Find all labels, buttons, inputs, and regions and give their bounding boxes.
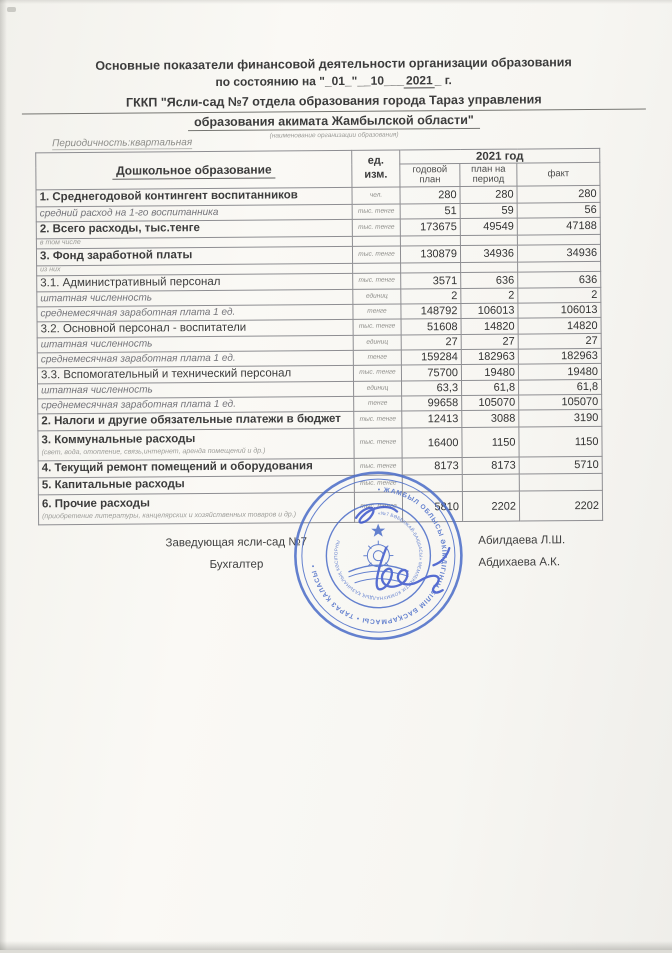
row-label: средний расход на 1-го воспитанника	[36, 204, 352, 221]
row-unit: тенге	[354, 396, 402, 411]
cell-annual-plan: 148792	[401, 304, 461, 319]
cell-period-plan	[461, 262, 518, 272]
cell-fact: 636	[518, 271, 601, 288]
cell-fact	[517, 234, 600, 245]
row-label: среднемесячная заработная плата 1 ед.	[37, 350, 353, 367]
column-header-fact: факт	[517, 162, 600, 186]
row-label: штатная численность	[37, 335, 353, 352]
cell-annual-plan: 3571	[401, 273, 461, 289]
row-unit: тыс. тенге	[352, 204, 400, 219]
report-date-line: по состоянию на "_01_"__10___ 2021 _ г.	[0, 72, 670, 91]
row-unit: тыс. тенге	[353, 319, 401, 335]
cell-annual-plan: 99658	[402, 396, 462, 411]
cell-period-plan: 2	[461, 288, 518, 303]
organization-caption: (наименование организации образования)	[0, 130, 670, 142]
cell-annual-plan: 51608	[401, 319, 461, 335]
cell-annual-plan: 12413	[402, 411, 462, 428]
cell-period-plan	[462, 474, 519, 491]
cell-annual-plan	[400, 236, 460, 246]
cell-fact: 5710	[519, 456, 602, 474]
cell-period-plan: 3088	[462, 410, 519, 427]
row-unit: тыс. тенге	[354, 411, 402, 428]
cell-period-plan: 14820	[461, 318, 518, 334]
cell-fact: 182963	[518, 348, 601, 364]
cell-fact: 27	[518, 333, 601, 349]
cell-period-plan	[460, 235, 517, 245]
cell-period-plan: 182963	[461, 349, 518, 364]
table-header	[36, 148, 600, 189]
column-header-annual-plan: годовой план	[400, 164, 460, 187]
row-label: 2. Всего расходы, тыс.тенге	[36, 219, 352, 238]
cell-period-plan: 105070	[462, 395, 519, 410]
row-unit: тыс. тенге	[354, 458, 402, 475]
row-label: штатная численность	[38, 381, 354, 398]
document-header	[0, 53, 670, 142]
cell-period-plan: 27	[461, 334, 518, 349]
cell-period-plan: 49549	[460, 218, 517, 235]
cell-annual-plan: 27	[401, 335, 461, 350]
row-label: 1. Среднегодовой контингент воспитанников	[36, 187, 352, 206]
cell-fact: 56	[517, 202, 600, 218]
cell-fact: 106013	[518, 302, 601, 318]
row-label: 5. Капитальные расходы	[38, 475, 354, 494]
row-label: среднемесячная заработная плата 1 ед.	[37, 304, 353, 321]
row-unit: тенге	[353, 350, 401, 365]
row-unit: тыс. тенге	[353, 365, 401, 381]
cell-annual-plan: 5810	[402, 492, 462, 522]
signatory-name-accountant: Абдихаева А.К.	[478, 556, 560, 569]
document-title: Основные показатели финансовой деятельности организации образования	[0, 53, 670, 75]
row-sublabel: (приобретение литературы, канцелярских и хозяйственных товаров и др.)	[42, 509, 351, 521]
signatory-role-director: Заведующая ясли-сад №7	[111, 536, 361, 550]
cell-period-plan: 59	[460, 203, 517, 218]
row-unit: единиц	[354, 381, 402, 396]
cell-annual-plan: 63,3	[402, 381, 462, 396]
row-label: 6. Прочие расходы (приобретение литературы, канцелярских и хозяйственных товаров и др.)	[38, 492, 354, 524]
column-header-year: 2021 год	[400, 148, 600, 164]
scan-edge-shadow-top	[0, 0, 672, 4]
row-label: 3.2. Основной персонал - воспитатели	[37, 319, 353, 337]
row-label: 4. Текущий ремонт помещений и оборудования	[38, 458, 354, 477]
cell-annual-plan: 130879	[400, 246, 460, 263]
row-unit	[353, 263, 401, 273]
cell-annual-plan: 173675	[400, 219, 460, 236]
cell-annual-plan: 16400	[402, 428, 462, 458]
cell-fact: 1150	[519, 426, 602, 457]
cell-fact: 19480	[518, 363, 601, 380]
cell-fact: 61,8	[519, 379, 602, 395]
cell-fact: 14820	[518, 317, 601, 334]
column-header-section: Дошкольное образование	[36, 150, 352, 189]
official-stamp	[290, 467, 467, 644]
report-year: 2021	[404, 73, 435, 88]
cell-period-plan: 34936	[460, 245, 517, 262]
cell-annual-plan: 159284	[401, 350, 461, 365]
cell-period-plan: 280	[460, 186, 517, 203]
organization-name-line1: ГККП "Ясли-сад №7 отдела образования города Тараз управления	[21, 90, 646, 115]
cell-period-plan: 106013	[461, 303, 518, 318]
cell-fact: 2202	[519, 490, 602, 521]
cell-fact: 3190	[519, 409, 602, 427]
cell-fact: 105070	[519, 394, 602, 410]
cell-fact	[518, 261, 601, 272]
row-unit: единиц	[353, 335, 401, 350]
cell-fact: 47188	[517, 217, 600, 235]
row-label: среднемесячная заработная плата 1 ед.	[38, 396, 354, 413]
row-unit: чел.	[352, 187, 400, 204]
row-sublabel: (свет, вода, отопление, связь,интернет, аренда помещений и др.)	[42, 445, 351, 457]
row-label: штатная численность	[37, 289, 353, 306]
row-unit: тыс. тенге	[353, 273, 401, 289]
row-unit: тыс. тенге	[354, 475, 402, 492]
cell-annual-plan: 2	[401, 289, 461, 304]
row-unit: тыс. тенге	[354, 492, 402, 522]
row-unit: тыс. тенге	[354, 428, 402, 458]
row-unit: тыс. тенге	[352, 246, 400, 263]
cell-annual-plan: 51	[400, 204, 460, 219]
row-label: 3.3. Вспомогательный и технический персонал	[37, 365, 353, 383]
cell-fact: 34936	[517, 244, 600, 262]
cell-annual-plan	[401, 263, 461, 273]
table-row	[38, 426, 602, 460]
row-unit	[352, 236, 400, 246]
row-label: из них	[37, 263, 353, 275]
row-unit: единиц	[353, 289, 401, 304]
cell-fact: 2	[518, 287, 601, 303]
cell-period-plan: 1150	[462, 427, 519, 457]
row-label: 2. Налоги и другие обязательные платежи в бюджет	[38, 411, 354, 430]
cell-annual-plan: 8173	[402, 458, 462, 475]
row-unit: тыс. тенге	[352, 219, 400, 236]
column-header-period-plan: план на период	[460, 163, 517, 186]
cell-period-plan: 19480	[461, 364, 518, 380]
column-header-unit: ед. изм.	[352, 150, 400, 187]
scan-edge-shadow-bottom	[0, 941, 672, 950]
stamp-inner-ring-text: «№7 БӨБЕКЖАЙ-БАҚШАСЫ» МЕМЛЕКЕТТІК КОММУНАЛДЫҚ ҚАЗЫНАЛЫҚ КӘСІПОРНЫ	[333, 510, 424, 601]
row-label: 3. Коммунальные расходы (свет, вода, отопление, связь,интернет, аренда помещений и др.)	[38, 428, 354, 460]
cell-fact	[519, 473, 602, 491]
cell-period-plan: 61,8	[462, 380, 519, 395]
cell-annual-plan: 280	[400, 187, 460, 204]
stamp-outer-ring-text: • ЖАМБЫЛ ОБЛЫСЫ ӘКІМДІГІНІҢ БІЛІМ БАСҚАРМАСЫ • ТАРАЗ ҚАЛАСЫ •	[309, 486, 448, 625]
scan-artifact	[7, 7, 16, 12]
row-label: в том числе	[36, 236, 352, 248]
cell-annual-plan: 75700	[401, 365, 461, 381]
signatory-name-director: Абилдаева Л.Ш.	[478, 534, 565, 547]
periodicity-note: Периодичность:квартальная	[52, 137, 192, 150]
cell-period-plan: 636	[461, 272, 518, 288]
row-unit: тенге	[353, 304, 401, 319]
cell-period-plan: 2202	[462, 491, 519, 521]
cell-fact: 280	[517, 185, 600, 203]
row-label: 3. Фонд заработной платы	[36, 246, 352, 265]
cell-period-plan: 8173	[462, 457, 519, 474]
organization-name-line2: образования акимата Жамбылской области"	[188, 113, 480, 131]
scan-edge-shadow-left	[0, 0, 7, 950]
row-label: 3.1. Административный персонал	[37, 273, 353, 291]
signatory-role-accountant: Бухгалтер	[111, 558, 361, 572]
